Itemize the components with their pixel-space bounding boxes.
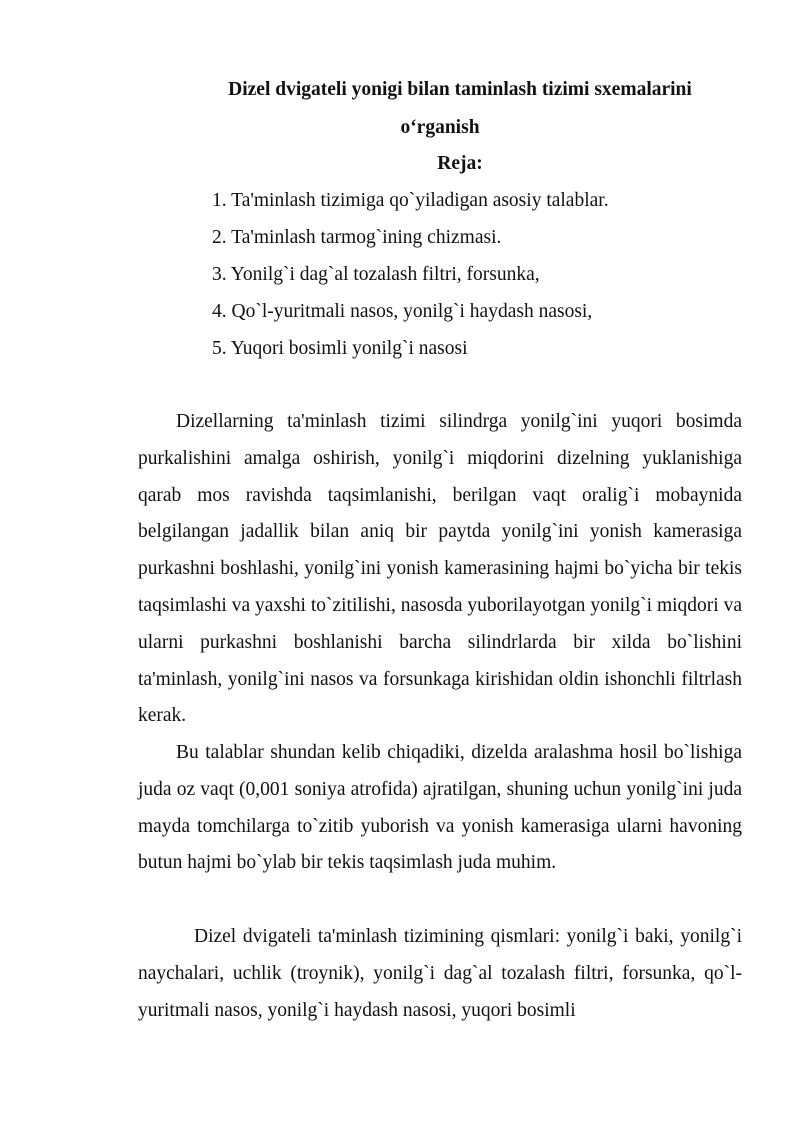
document-title-continuation: o‘rganish [400,117,480,138]
plan-item: 5. Yuqori bosimli yonilg`i nasosi [212,338,468,359]
plan-item: 4. Qo`l-yuritmali nasos, yonilg`i haydash nasosi, [212,301,593,322]
body-paragraph: Bu talablar shundan kelib chiqadiki, dizelda aralashma hosil bo`lishiga juda oz vaqt (0,001 soniya atrofida) ajratilgan, shuning uchun yonilg`ini juda mayda tomchilarga to`zitib yuborish va yonish kamerasiga ularni havoning butun hajmi bo`ylab bir tekis taqsimlash juda muhim. [138,742,742,874]
plan-heading: Reja: [437,153,483,174]
body-paragraph: Dizel dvigateli ta'minlash tizimining qismlari: yonilg`i baki, yonilg`i naychalari, uchlik (troynik), yonilg`i dag`al tozalash filtri, forsunka, qo`l-yuritmali nasos, yonilg`i haydash nasosi, yuqori bosimli [138,926,742,1021]
document-title: Dizel dvigateli yonigi bilan taminlash tizimi sxemalarini [228,79,692,100]
plan-item: 1. Ta'minlash tizimiga qo`yiladigan asosiy talablar. [212,190,609,211]
plan-list [212,188,609,373]
body-paragraph: Dizellarning ta'minlash tizimi silindrga yonilg`ini yuqori bosimda purkalishini amalga oshirish, yonilg`i miqdorini dizelning yuklanishiga qarab mos ravishda taqsimlanishi, berilgan vaqt oralig`i mobaynida belgilangan jadallik bilan aniq bir paytda yonilg`ini yonish kamerasiga purkashni boshlashi, yonilg`ini yonish kamerasining hajmi bo`yicha bir tekis taqsimlashi va yaxshi to`zitilishi, nasosda yuborilayotgan yonilg`i miqdori va ularni purkashni boshlanishi barcha silindrlarda bir xilda bo`lishini ta'minlash, yonilg`ini nasos va forsunkaga kirishidan oldin ishonchli filtrlash kerak. [138,411,742,727]
plan-item: 2. Ta'minlash tarmog`ining chizmasi. [212,227,502,248]
plan-item: 3. Yonilg`i dag`al tozalash filtri, forsunka, [212,264,540,285]
